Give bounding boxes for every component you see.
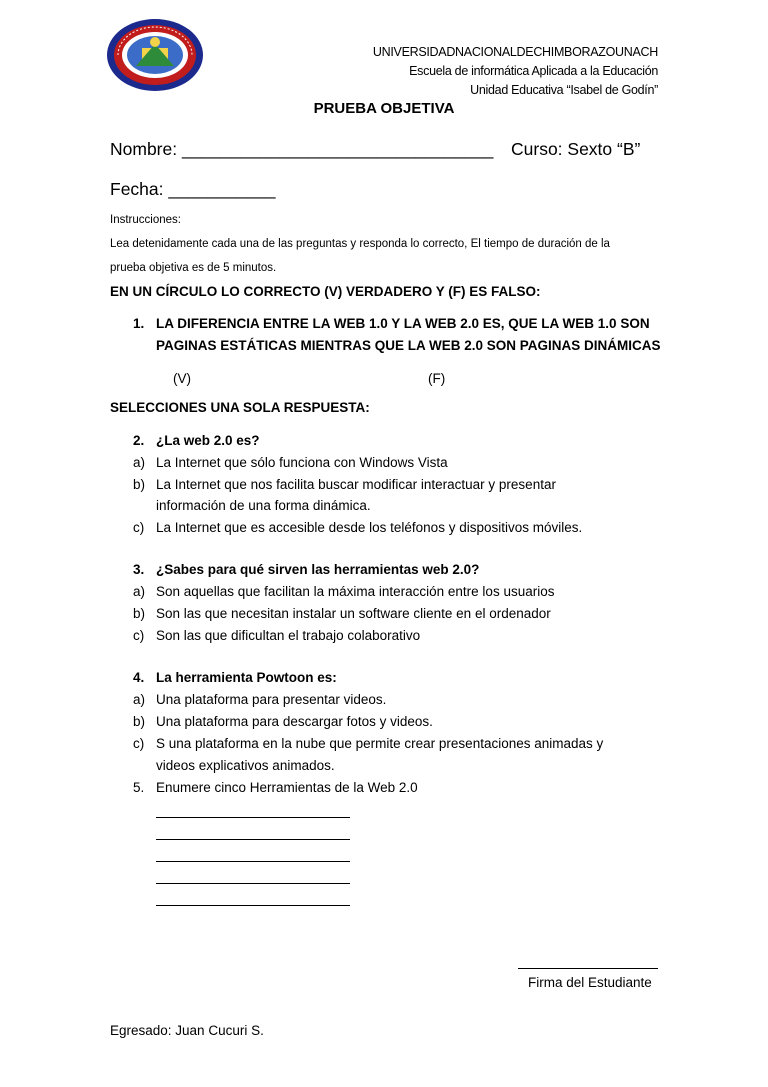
q3-b-label: b) [133, 606, 146, 621]
header-unit: Unidad Educativa “Isabel de Godín” [470, 83, 658, 97]
q2-text: ¿La web 2.0 es? [156, 433, 260, 448]
q3-option-a[interactable]: Son aquellas que facilitan la máxima interacción entre los usuarios [156, 584, 555, 599]
section1-heading: EN UN CÍRCULO LO CORRECTO (V) VERDADERO Y (F) ES FALSO: [110, 284, 541, 299]
q5-number: 5. [133, 780, 145, 795]
signature-line[interactable] [518, 968, 658, 969]
q2-number: 2. [133, 433, 145, 448]
q5-text: Enumere cinco Herramientas de la Web 2.0 [156, 780, 418, 795]
q1-number: 1. [133, 316, 145, 331]
q1-option-f[interactable]: (F) [428, 371, 446, 386]
q3-text: ¿Sabes para qué sirven las herramientas web 2.0? [156, 562, 480, 577]
header-school: Escuela de informática Aplicada a la Educación [409, 64, 658, 78]
q2-a-label: a) [133, 455, 146, 470]
instructions-line2: prueba objetiva es de 5 minutos. [110, 262, 277, 274]
instructions-heading: Instrucciones: [110, 214, 181, 226]
q1-option-v[interactable]: (V) [173, 371, 191, 386]
signature-label: Firma del Estudiante [528, 975, 652, 990]
instructions-line1: Lea detenidamente cada una de las preguntas y responda lo correcto, El tiempo de duración de la [110, 238, 610, 250]
q4-option-b[interactable]: Una plataforma para descargar fotos y videos. [156, 714, 433, 729]
q3-option-b[interactable]: Son las que necesitan instalar un software cliente en el ordenador [156, 606, 551, 621]
answer-line-2[interactable] [156, 839, 350, 840]
answer-line-3[interactable] [156, 861, 350, 862]
q4-a-label: a) [133, 692, 146, 707]
answer-line-4[interactable] [156, 883, 350, 884]
q4-number: 4. [133, 670, 145, 685]
q2-option-a[interactable]: La Internet que sólo funciona con Windows Vista [156, 455, 448, 470]
q2-c-label: c) [133, 520, 145, 535]
q3-a-label: a) [133, 584, 146, 599]
q3-c-label: c) [133, 628, 145, 643]
q4-text: La herramienta Powtoon es: [156, 670, 337, 685]
q4-option-c-line2[interactable]: videos explicativos animados. [156, 758, 335, 773]
q4-b-label: b) [133, 714, 146, 729]
footer-egresado: Egresado: Juan Cucuri S. [110, 1023, 264, 1038]
university-seal-logo [106, 18, 204, 92]
q4-option-a[interactable]: Una plataforma para presentar videos. [156, 692, 387, 707]
fecha-field[interactable]: Fecha: ___________ [110, 179, 276, 199]
q2-b-label: b) [133, 477, 146, 492]
q1-line1: LA DIFERENCIA ENTRE LA WEB 1.0 Y LA WEB 2.0 ES, QUE LA WEB 1.0 SON [156, 316, 650, 331]
q2-option-b-line2[interactable]: información de una forma dinámica. [156, 498, 371, 513]
q1-line2: PAGINAS ESTÁTICAS MIENTRAS QUE LA WEB 2.0 SON PAGINAS DINÁMICAS [156, 338, 661, 353]
header-university: UNIVERSIDADNACIONALDECHIMBORAZOUNACH [372, 45, 658, 59]
q2-option-c[interactable]: La Internet que es accesible desde los teléfonos y dispositivos móviles. [156, 520, 583, 535]
page-title: PRUEBA OBJETIVA [313, 100, 455, 117]
nombre-field[interactable]: Nombre: ________________________________ [110, 139, 494, 159]
section2-heading: SELECCIONES UNA SOLA RESPUESTA: [110, 400, 370, 415]
curso-label: Curso: Sexto “B” [511, 139, 641, 159]
q4-option-c-line1[interactable]: S una plataforma en la nube que permite crear presentaciones animadas y [156, 736, 604, 751]
q4-c-label: c) [133, 736, 145, 751]
q3-option-c[interactable]: Son las que dificultan el trabajo colaborativo [156, 628, 421, 643]
q2-option-b-line1[interactable]: La Internet que nos facilita buscar modificar interactuar y presentar [156, 477, 556, 492]
answer-line-1[interactable] [156, 817, 350, 818]
answer-line-5[interactable] [156, 905, 350, 906]
q3-number: 3. [133, 562, 145, 577]
